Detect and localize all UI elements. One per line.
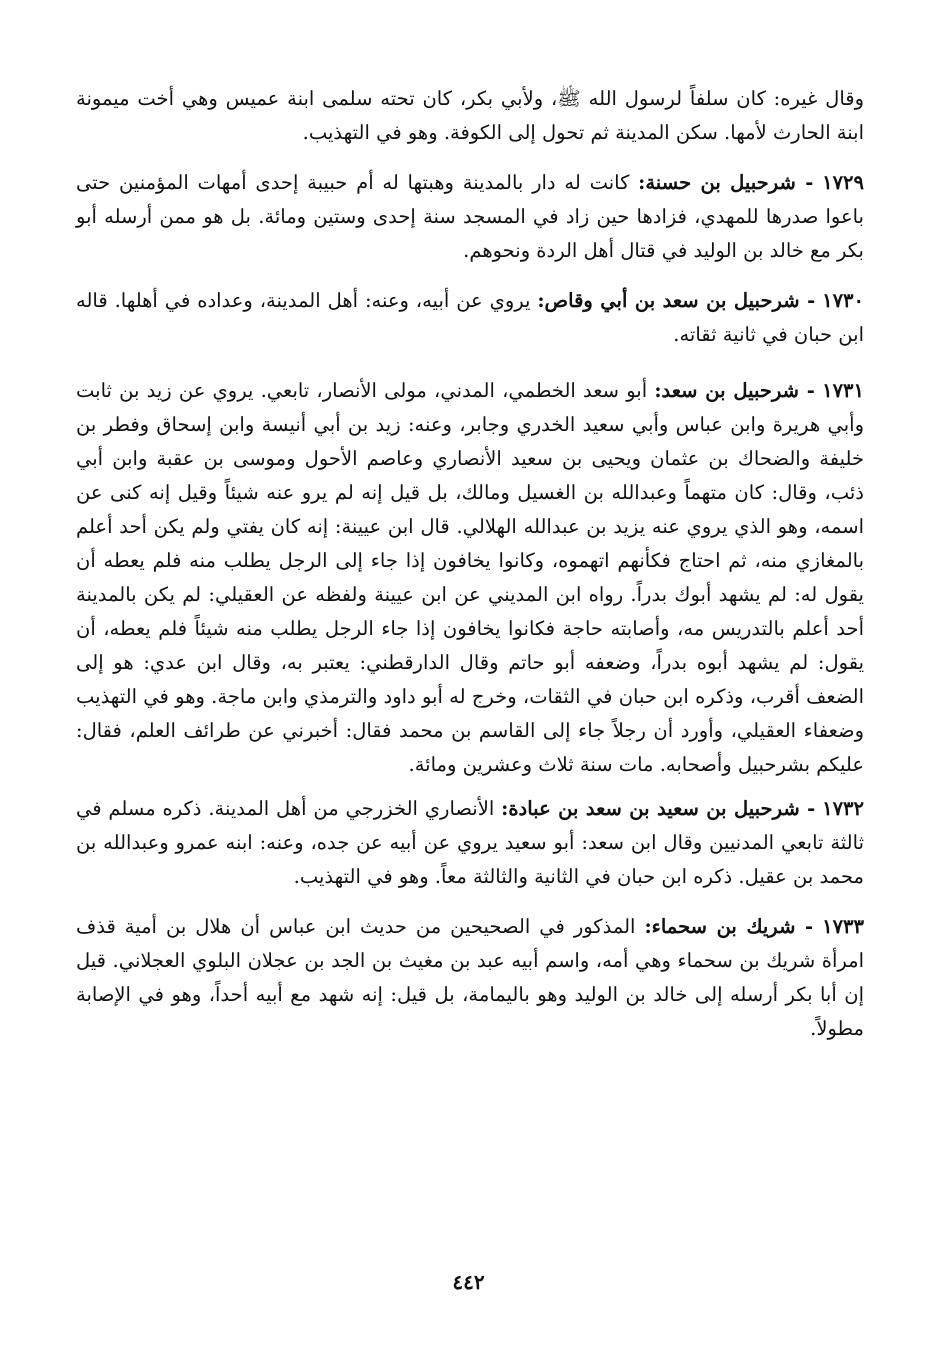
entry-number: ١٧٣٣ bbox=[822, 915, 865, 938]
entry-1730 bbox=[76, 284, 864, 352]
entry-1733 bbox=[76, 910, 864, 1046]
entry-number: ١٧٣٢ bbox=[822, 797, 865, 820]
entry-text: المذكور في الصحيحين من حديث ابن عباس أن هلال بن أمية قذف امرأة شريك بن سحماء وهي أمه، واسم أبيه عبد بن مغيث بن الجد بن عجلان البلوي العجلاني. قيل إن أبا بكر أرسله إلى خالد بن الوليد وهو باليمامة، بل قيل: إنه شهد مع أبيه أحداً، وهو في الإصابة مطولاً. bbox=[76, 915, 864, 1040]
entry-1729 bbox=[76, 166, 864, 268]
entry-continuation bbox=[76, 82, 864, 150]
entry-heading: - شريك بن سحماء: bbox=[644, 915, 814, 938]
entry-1731 bbox=[76, 374, 864, 782]
page-body bbox=[76, 80, 864, 1046]
entry-heading: - شرحبيل بن سعد: bbox=[654, 379, 815, 402]
entry-text: كانت له دار بالمدينة وهبتها له أم حبيبة إحدى أمهات المؤمنين حتى باعوا صدرها للمهدي، فزادها حين زاد في المسجد سنة إحدى وستين ومائة. بل هو ممن أرسله أبو بكر مع خالد بن الوليد في قتال أهل الردة ونحوهم. bbox=[76, 171, 864, 262]
entry-text: أبو سعد الخطمي، المدني، مولى الأنصار، تابعي. يروي عن زيد بن ثابت وأبي هريرة وابن عباس وأبي سعيد الخدري وجابر، وعنه: زيد بن أبي أنيسة وابن إسحاق وفطر بن خليفة والضحاك بن عثمان ويحيى بن سعيد الأنصاري وعاصم الأحول وموسى بن عقبة وابن أبي ذئب، وقال: كان متهماً وعبدالله بن الغسيل ومالك، بل قيل إنه لم يرو عنه شيئاً وقيل إنه كنى عن اسمه، وهو الذي يروي عنه يزيد بن عبدالله الهلالي. قال ابن عيينة: إنه كان يفتي ولم يكن أحد أعلم بالمغازي منه، ثم احتاج فكأنهم اتهموه، وكانوا يخافون إذا جاء إلى الرجل يطلب منه فلم يعطه أن يقول له: لم يشهد أبوك بدراً. رواه ابن المديني عن ابن عيينة ولفظه عن العقيلي: لم يكن بالمدينة أحد أعلم بالتدريس مه، وأصابته حاجة فكانوا يخافون إذا جاء الرجل يطلب منه شيئاً فلم يعطه، أن يقول: لم يشهد أبوه بدراً، وضعفه أبو حاتم وقال الدارقطني: يعتبر به، وقال ابن عدي: هو إلى الضعف أقرب، وذكره ابن حبان في الثقات، وخرج له أبو داود والترمذي وابن ماجة. وهو في التهذيب وضعفاء العقيلي، وأورد أن رجلاً جاء إلى القاسم بن محمد فقال: أخبرني عن طرائف العلم، فقال: عليكم بشرحبيل وأصحابه. مات سنة ثلاث وعشرين ومائة. bbox=[76, 379, 864, 776]
entry-number: ١٧٣١ bbox=[822, 379, 865, 402]
entry-text: الأنصاري الخزرجي من أهل المدينة. ذكره مسلم في ثالثة تابعي المدنيين وقال ابن سعد: أبو سعيد يروي عن أبيه عن جده، وعنه: ابنه عمرو وعبدالله بن محمد بن عقيل. ذكره ابن حبان في الثانية والثالثة معاً. وهو في التهذيب. bbox=[76, 797, 864, 888]
entry-text: وقال غيره: كان سلفاً لرسول الله ﷺ، ولأبي بكر، كان تحته سلمى ابنة عميس وهي أخت ميمونة ابنة الحارث لأمها. سكن المدينة ثم تحول إلى الكوفة. وهو في التهذيب. bbox=[76, 87, 864, 144]
entry-1732 bbox=[76, 792, 864, 894]
entry-heading: - شرحبيل بن حسنة: bbox=[638, 171, 814, 194]
entry-number: ١٧٣٠ bbox=[822, 289, 864, 312]
page-number: ٤٤٢ bbox=[452, 1270, 485, 1294]
entry-heading: - شرحبيل بن سعيد بن سعد بن عبادة: bbox=[501, 797, 816, 820]
entry-text: يروي عن أبيه، وعنه: أهل المدينة، وعداده في أهلها. قاله ابن حبان في ثانية ثقاته. bbox=[76, 289, 864, 346]
entry-heading: - شرحبيل بن سعد بن أبي وقاص: bbox=[537, 289, 816, 312]
entry-number: ١٧٢٩ bbox=[822, 171, 864, 194]
